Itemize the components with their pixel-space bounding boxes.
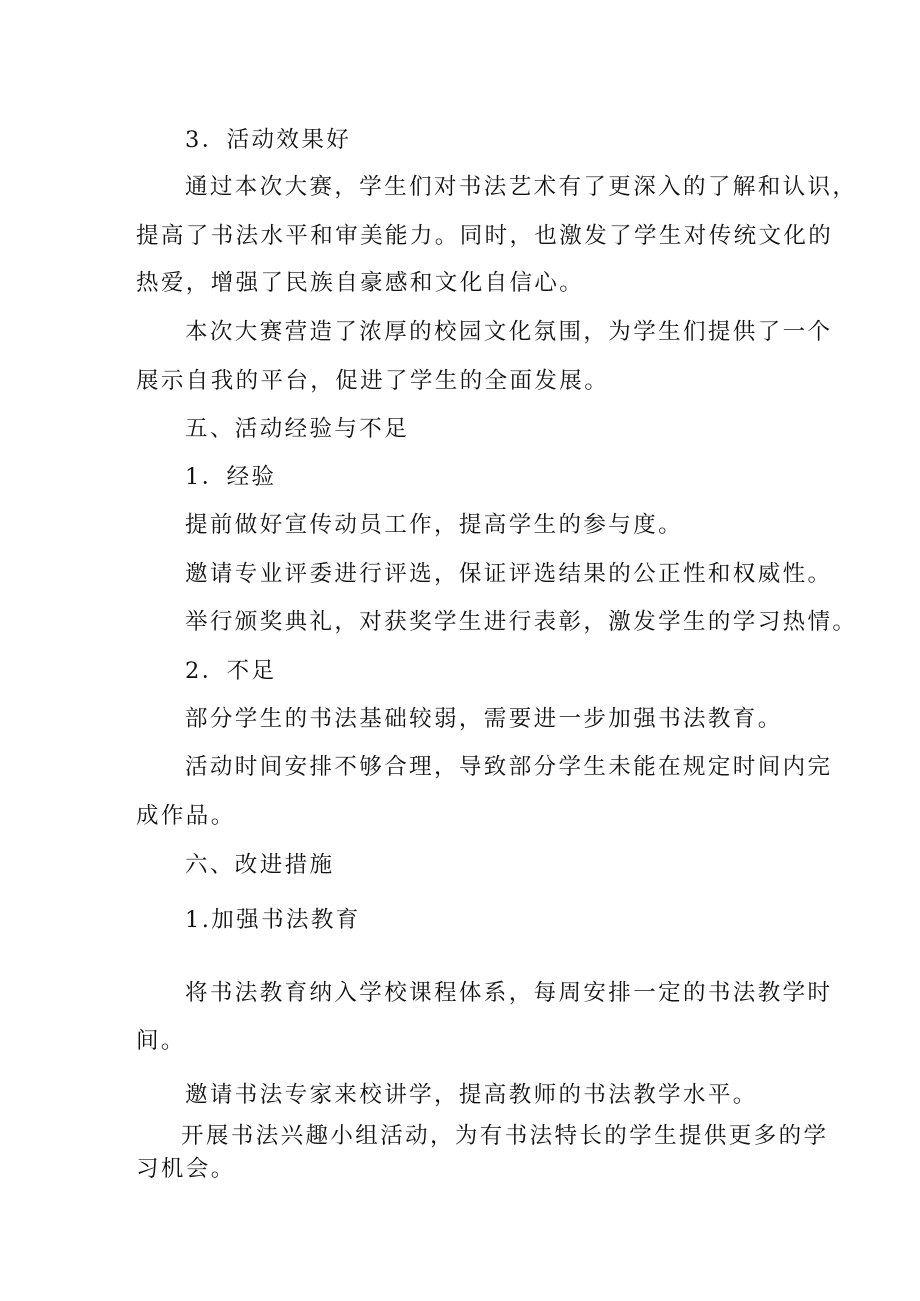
- paragraph-line: 将书法教育纳入学校课程体系，每周安排一定的书法教学时: [185, 980, 833, 1006]
- paragraph-line: 本次大赛营造了浓厚的校园文化氛围，为学生们提供了一个: [185, 319, 833, 345]
- section-heading-3: 3．活动效果好: [185, 127, 352, 153]
- list-item: 部分学生的书法基础较弱，需要进一步加强书法教育。: [185, 706, 783, 732]
- subsection-heading-shortcomings: 2．不足: [185, 658, 277, 684]
- paragraph-line: 活动时间安排不够合理，导致部分学生未能在规定时间内完: [185, 754, 833, 780]
- list-item: 提前做好宣传动员工作，提高学生的参与度。: [185, 512, 684, 538]
- paragraph-line: 展示自我的平台，促进了学生的全面发展。: [136, 368, 610, 394]
- list-item: 举行颁奖典礼，对获奖学生进行表彰，激发学生的学习热情。: [185, 609, 858, 635]
- paragraph-line: 提高了书法水平和审美能力。同时，也激发了学生对传统文化的: [136, 223, 834, 249]
- subsection-heading-experience: 1．经验: [185, 464, 277, 490]
- paragraph-line: 习机会。: [136, 1156, 236, 1182]
- paragraph-line: 热爱，增强了民族自豪感和文化自信心。: [136, 270, 585, 296]
- chapter-heading-5: 五、活动经验与不足: [185, 416, 410, 442]
- list-item: 邀请书法专家来校讲学，提高教师的书法教学水平。: [185, 1082, 758, 1108]
- paragraph-line: 通过本次大赛，学生们对书法艺术有了更深入的了解和认识，: [185, 174, 858, 200]
- subsection-heading-education: 1.加强书法教育: [185, 907, 361, 933]
- list-item: 邀请专业评委进行评选，保证评选结果的公正性和权威性。: [185, 561, 833, 587]
- chapter-heading-6: 六、改进措施: [185, 852, 335, 878]
- paragraph-line: 成作品。: [136, 803, 236, 829]
- paragraph-line: 开展书法兴趣小组活动，为有书法特长的学生提供更多的学: [181, 1123, 829, 1149]
- paragraph-line: 间。: [136, 1028, 186, 1054]
